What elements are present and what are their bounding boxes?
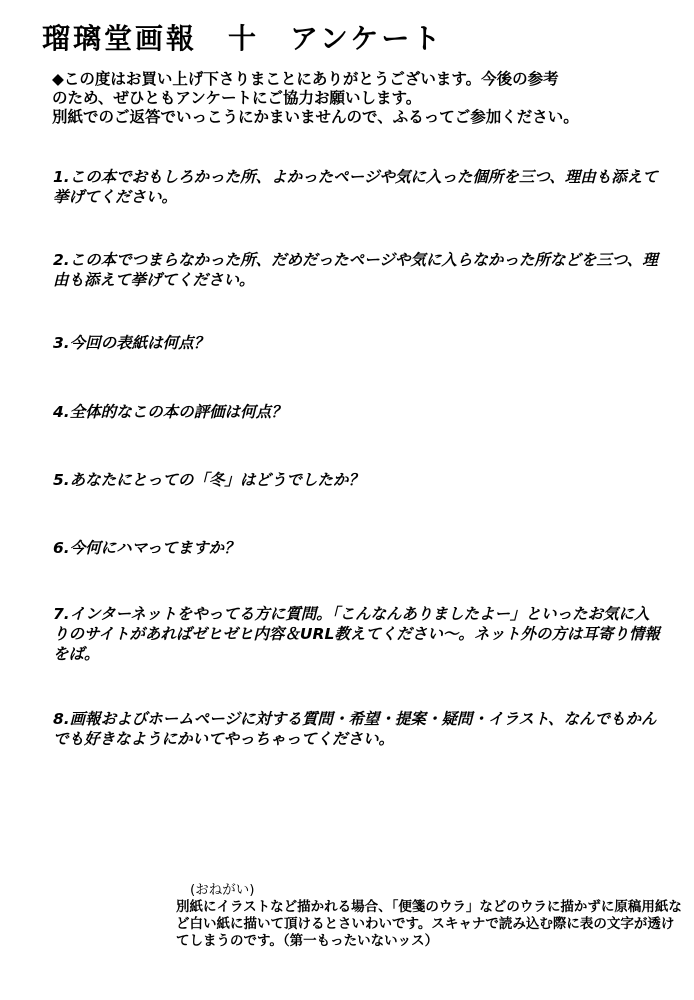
intro-line: のため、ぜひともアンケートにご協力お願いします。 [52, 89, 422, 107]
intro-paragraph [52, 70, 662, 127]
question-3: 3.今回の表紙は何点？ [53, 334, 210, 352]
intro-line: ◆この度はお買い上げ下さりまことにありがとうございます。今後の参考 [52, 70, 559, 88]
note-heading: (おねがい) [190, 882, 255, 898]
note-body: 別紙にイラストなど描かれる場合、「便箋のウラ」などのウラに描かずに原稿用紙など白い紙に描いて頂けるとさいわいです。スキャナで読み込む際に表の文字が透けてしまうのです。（第一もったいないッス） [176, 899, 682, 949]
intro-line: 別紙でのご返答でいっこうにかまいませんので、ふるってご参加ください。 [52, 108, 579, 126]
question-6: 6.今何にハマってますか？ [53, 539, 240, 557]
question-7: 7.インターネットをやってる方に質問。「こんなんありましたよー」といったお気に入りのサイトがあればゼヒゼヒ内容＆URL教えてください～。ネット外の方は耳寄り情報をば。 [53, 605, 660, 663]
question-2: 2.この本でつまらなかった所、だめだったページや気に入らなかった所などを三つ、理由も添えて挙げてください。 [53, 251, 658, 289]
page-title: 瑠璃堂画報 十 アンケート [42, 22, 444, 55]
question-1: 1.この本でおもしろかった所、よかったページや気に入った個所を三つ、理由も添えて挙げてください。 [53, 168, 658, 206]
question-4: 4.全体的なこの本の評価は何点？ [53, 403, 287, 421]
request-note [176, 882, 686, 950]
question-5: 5.あなたにとっての「冬」はどうでしたか？ [53, 471, 364, 489]
question-8: 8.画報およびホームページに対する質問・希望・提案・疑問・イラスト、なんでもかんでも好きなようにかいてやっちゃってください。 [53, 710, 657, 748]
